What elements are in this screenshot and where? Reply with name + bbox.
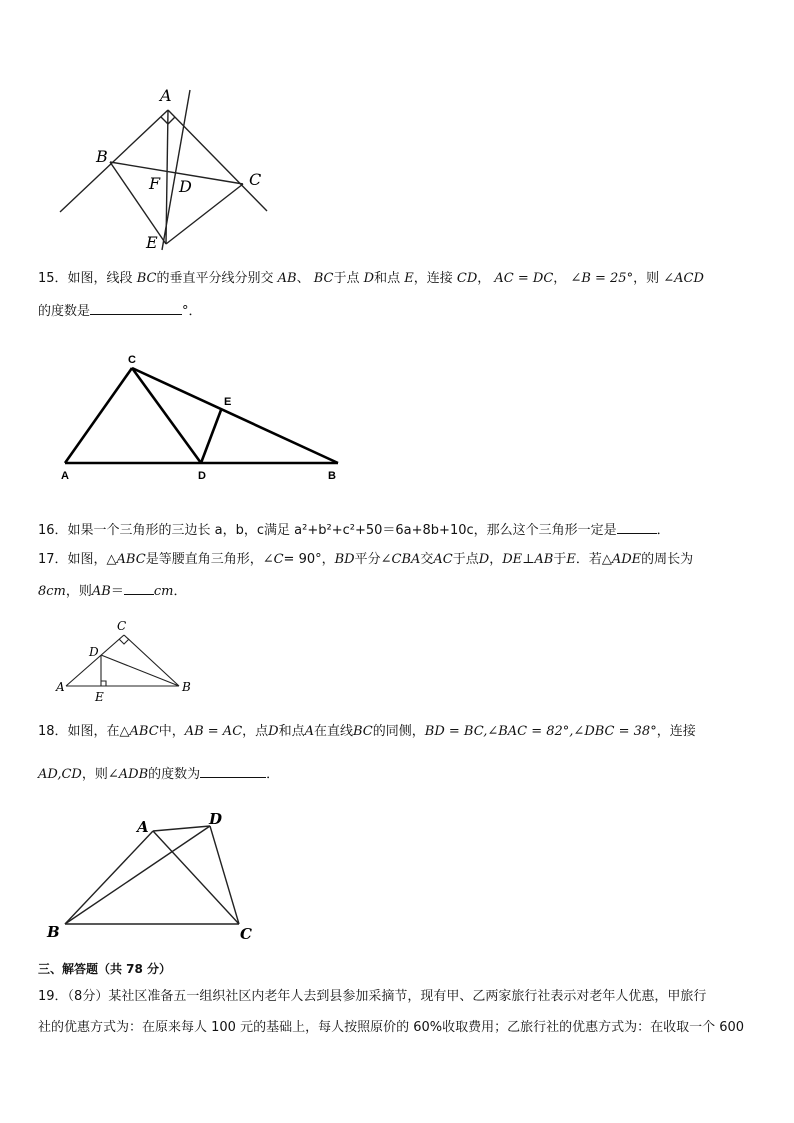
label-b: B <box>182 680 191 694</box>
label-b: B <box>96 147 108 166</box>
label-d: D <box>89 645 99 659</box>
question-16: 16．如果一个三角形的三边长 a，b，c满足 a²+b²+c²+50＝6a+8b+10c，那么这个三角形一定是 ． <box>38 523 670 538</box>
label-a: A <box>160 86 172 105</box>
segment-cb <box>132 368 338 463</box>
figure-q15 <box>55 350 355 485</box>
label-a: A <box>137 818 149 836</box>
segment-de <box>201 410 221 463</box>
question-15-line1: 15．如图，线段 BC的垂直平分线分别交 AB、 BC于点 D和点 E，连接 CD， AC = DC， ∠B = 25°，则 ∠ACD <box>38 271 704 286</box>
question-17-line1: 17．如图，△ABC是等腰直角三角形，∠C= 90°，BD平分∠CBA交AC于点D，DE⊥AB于E．若△ADE的周长为 <box>38 552 694 567</box>
question-18-line1: 18．如图，在△ABC中，AB = AC，点D和点A在直线BC的同侧，BD = BC,∠BAC = 82°,∠DBC = 38°，连接 <box>38 724 696 739</box>
right-angle-mark-e <box>101 681 106 686</box>
label-c: C <box>117 619 127 633</box>
answer-blank-18[interactable] <box>200 765 266 778</box>
segment-ad <box>153 826 210 831</box>
segment-ac <box>65 368 132 463</box>
segment-bd <box>65 826 210 924</box>
answer-blank-17[interactable] <box>124 582 154 595</box>
question-15-line2: 的度数是 °． <box>38 304 202 319</box>
label-c: C <box>240 925 252 943</box>
question-17-line2: 8cm，则AB＝ cm． <box>38 584 187 599</box>
figure-q17 <box>55 615 195 703</box>
segment-ae <box>166 110 168 244</box>
label-e: E <box>146 233 158 252</box>
figure-q18 <box>42 808 267 946</box>
segment-bd <box>101 655 179 686</box>
figure-q14 <box>50 80 280 255</box>
label-b: B <box>47 923 60 941</box>
answer-blank-15[interactable] <box>90 302 182 315</box>
label-d: D <box>209 810 223 828</box>
right-angle-mark-c <box>119 639 129 644</box>
section-3-title: 三、解答题（共 78 分） <box>38 962 172 976</box>
question-19-line2: 社的优惠方式为：在原来每人 100 元的基础上，每人按照原价的 60%收取费用；乙旅行社的优惠方式为：在收取一个 600 <box>38 1020 745 1035</box>
label-a: A <box>56 680 65 694</box>
label-e: E <box>95 690 104 703</box>
segment-ac <box>153 831 239 924</box>
question-18-line2: AD,CD，则∠ADB的度数为 ． <box>38 767 280 782</box>
segment-cb <box>124 635 179 686</box>
line-a-left <box>60 110 168 212</box>
label-f: F <box>149 174 161 193</box>
label-a: A <box>61 470 69 482</box>
label-b: B <box>328 470 336 482</box>
segment-ab <box>65 831 153 924</box>
answer-blank-16[interactable] <box>617 521 657 534</box>
label-e: E <box>224 396 232 408</box>
label-c: C <box>249 170 262 189</box>
label-c: C <box>128 354 136 366</box>
question-19-line1: 19．（8分）某社区准备五一组织社区内老年人去到县参加采摘节，现有甲、乙两家旅行社表示对老年人优惠，甲旅行 <box>38 989 707 1004</box>
segment-cd <box>132 368 201 463</box>
label-d: D <box>198 470 206 482</box>
label-d: D <box>179 177 192 196</box>
segment-ce <box>166 184 243 244</box>
